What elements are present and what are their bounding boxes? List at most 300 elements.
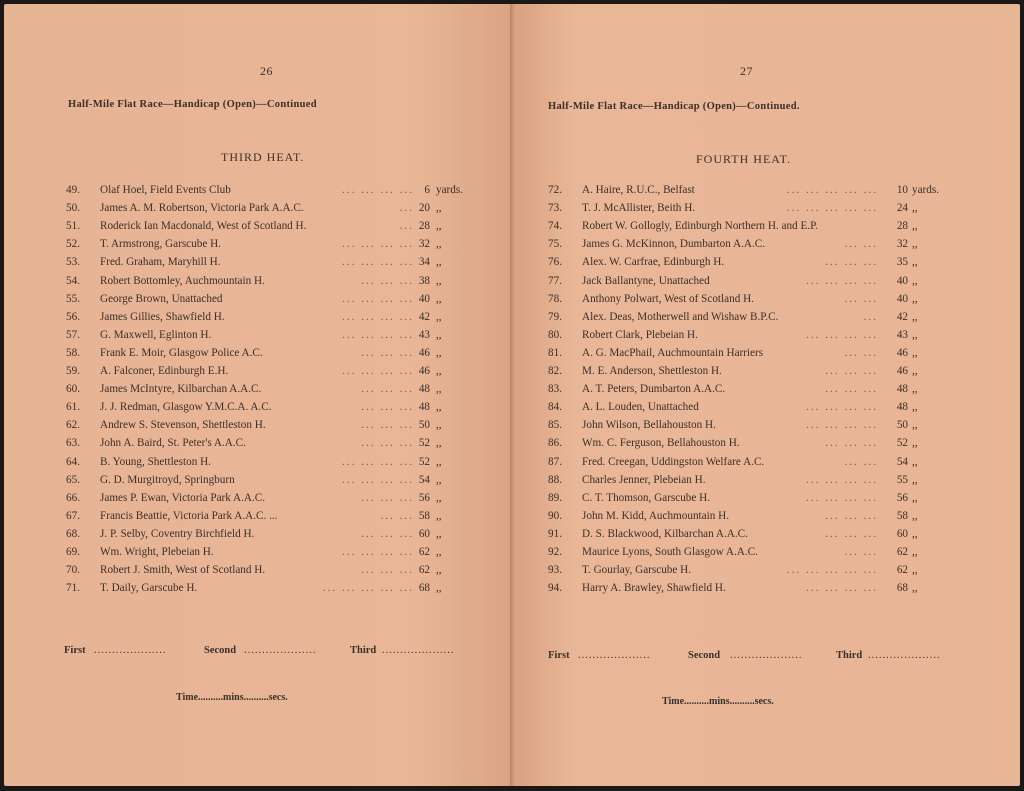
entry-row xyxy=(548,510,988,528)
yards-unit: ,, xyxy=(912,346,918,359)
handicap-yards: 6 xyxy=(424,184,430,196)
running-head: Half-Mile Flat Race—Handicap (Open)—Continued. xyxy=(548,101,800,112)
yards-unit: ,, xyxy=(912,546,918,558)
leader-dots: ... ... ... xyxy=(361,564,414,577)
handicap-yards: 46 xyxy=(418,346,430,359)
running-head: Half-Mile Flat Race—Handicap (Open)—Continued xyxy=(68,99,317,110)
yards-unit: ,, xyxy=(912,202,918,215)
first-label: First xyxy=(548,650,570,661)
handicap-yards: 46 xyxy=(896,346,908,359)
yards-unit: ,, xyxy=(912,491,918,504)
entry-number: 51. xyxy=(66,220,80,233)
leader-dots: ... xyxy=(399,220,414,233)
entry-row xyxy=(548,419,988,437)
entry-row xyxy=(66,293,476,311)
yards-unit: ,, xyxy=(436,220,442,233)
entry-number: 79. xyxy=(548,310,562,323)
handicap-yards: 28 xyxy=(896,220,908,233)
handicap-yards: 43 xyxy=(896,328,908,341)
entry-number: 68. xyxy=(66,527,80,540)
entry-number: 65. xyxy=(66,473,80,486)
page-number: 26 xyxy=(260,64,273,78)
entry-number: 77. xyxy=(548,274,562,287)
entry-name: Andrew S. Stevenson, Shettleston H. xyxy=(100,419,266,432)
entry-name: James G. McKinnon, Dumbarton A.A.C. xyxy=(582,238,766,251)
entry-row xyxy=(548,383,988,401)
yards-unit: ,, xyxy=(436,383,442,396)
entry-row xyxy=(548,528,988,546)
third-blank: .................... xyxy=(868,650,941,661)
entry-name: T. J. McAllister, Beith H. xyxy=(582,202,696,215)
entry-number: 53. xyxy=(66,256,80,269)
yards-unit: ,, xyxy=(436,365,442,377)
first-blank: .................... xyxy=(94,645,167,656)
entry-row xyxy=(66,256,476,274)
yards-unit: ,, xyxy=(436,419,442,432)
handicap-yards: 58 xyxy=(896,509,908,522)
handicap-yards: 62 xyxy=(418,564,430,577)
entry-number: 81. xyxy=(548,346,562,359)
yards-unit: ,, xyxy=(912,274,918,287)
leader-dots: ... ... ... xyxy=(825,509,878,522)
leader-dots: ... xyxy=(399,202,414,215)
entry-row xyxy=(66,564,476,582)
entry-number: 88. xyxy=(548,473,562,486)
entry-row xyxy=(66,401,476,419)
entry-row xyxy=(548,184,988,202)
entry-number: 57. xyxy=(66,328,80,341)
entry-name: J. J. Redman, Glasgow Y.M.C.A. A.C. xyxy=(100,401,272,414)
handicap-yards: 62 xyxy=(896,546,908,558)
entry-number: 92. xyxy=(548,546,562,558)
entry-row xyxy=(66,546,476,564)
leader-dots: ... ... ... ... xyxy=(806,274,878,287)
leader-dots: ... ... ... xyxy=(361,419,414,432)
yards-unit: yards. xyxy=(436,184,464,196)
handicap-yards: 28 xyxy=(418,220,430,233)
entry-name: John M. Kidd, Auchmountain H. xyxy=(582,509,729,522)
entry-number: 76. xyxy=(548,256,562,269)
entry-name: James P. Ewan, Victoria Park A.A.C. xyxy=(100,491,266,504)
yards-unit: ,, xyxy=(436,328,442,341)
handicap-yards: 32 xyxy=(896,238,908,251)
entry-row xyxy=(66,365,476,383)
yards-unit: ,, xyxy=(912,310,918,323)
leader-dots: ... ... ... ... xyxy=(806,328,878,341)
entry-number: 59. xyxy=(66,365,80,377)
handicap-yards: 68 xyxy=(896,582,908,595)
handicap-yards: 40 xyxy=(896,274,908,287)
entry-number: 74. xyxy=(548,220,562,233)
entry-number: 93. xyxy=(548,564,562,577)
handicap-yards: 50 xyxy=(896,419,908,432)
yards-unit: ,, xyxy=(912,455,918,468)
entry-name: Maurice Lyons, South Glasgow A.A.C. xyxy=(582,546,758,558)
entry-name: A. L. Louden, Unattached xyxy=(582,401,699,414)
yards-unit: ,, xyxy=(436,455,442,468)
entry-name: T. Armstrong, Garscube H. xyxy=(100,238,221,251)
entry-name: T. Daily, Garscube H. xyxy=(100,582,198,595)
leader-dots: ... ... ... xyxy=(361,491,414,504)
handicap-yards: 62 xyxy=(418,546,430,558)
handicap-yards: 68 xyxy=(418,582,430,595)
handicap-yards: 60 xyxy=(896,527,908,540)
yards-unit: ,, xyxy=(912,238,918,251)
entry-name: Wm. C. Ferguson, Bellahouston H. xyxy=(582,437,740,450)
yards-unit: ,, xyxy=(912,292,918,305)
leader-dots: ... ... xyxy=(844,346,878,359)
handicap-yards: 48 xyxy=(418,383,430,396)
yards-unit: ,, xyxy=(912,437,918,450)
heat-title: FOURTH HEAT. xyxy=(696,152,792,166)
yards-unit: ,, xyxy=(436,491,442,504)
entry-row xyxy=(66,474,476,492)
handicap-yards: 20 xyxy=(418,202,430,215)
entry-name: Frank E. Moir, Glasgow Police A.C. xyxy=(100,346,263,359)
leader-dots: ... ... ... ... xyxy=(806,401,878,414)
placings-line xyxy=(548,650,988,664)
handicap-yards: 54 xyxy=(896,455,908,468)
leader-dots: ... ... ... ... ... xyxy=(786,564,878,577)
entry-name: Robert W. Gollogly, Edinburgh Northern H. and E.P. xyxy=(582,220,818,233)
leader-dots: ... ... ... xyxy=(825,527,878,540)
third-label: Third xyxy=(836,650,863,661)
yards-unit: ,, xyxy=(436,238,442,251)
entry-name: T. Gourlay, Garscube H. xyxy=(582,564,692,577)
leader-dots: ... ... ... ... xyxy=(342,238,414,251)
entry-name: A. Haire, R.U.C., Belfast xyxy=(582,184,695,196)
handicap-yards: 38 xyxy=(418,274,430,287)
entry-row xyxy=(548,329,988,347)
leader-dots: ... ... ... ... xyxy=(342,328,414,341)
entry-number: 61. xyxy=(66,401,80,414)
yards-unit: ,, xyxy=(436,256,442,269)
yards-unit: ,, xyxy=(912,419,918,432)
entry-name: Fred. Graham, Maryhill H. xyxy=(100,256,221,269)
entry-row xyxy=(66,347,476,365)
leader-dots: ... ... ... ... xyxy=(342,455,414,468)
entry-name: B. Young, Shettleston H. xyxy=(100,455,211,468)
time-line: Time..........mins..........secs. xyxy=(176,692,288,703)
entry-number: 62. xyxy=(66,419,80,432)
entry-number: 60. xyxy=(66,383,80,396)
entry-list xyxy=(548,184,988,604)
yards-unit: ,, xyxy=(912,564,918,577)
first-label: First xyxy=(64,645,86,656)
handicap-yards: 56 xyxy=(418,491,430,504)
leader-dots: ... ... ... xyxy=(825,365,878,377)
handicap-yards: 40 xyxy=(418,292,430,305)
third-label: Third xyxy=(350,645,377,656)
handicap-yards: 42 xyxy=(418,310,430,323)
leader-dots: ... ... ... ... ... xyxy=(786,202,878,215)
handicap-yards: 52 xyxy=(418,455,430,468)
entry-number: 70. xyxy=(66,564,80,577)
entry-number: 78. xyxy=(548,292,562,305)
entry-row xyxy=(548,546,988,564)
entry-row xyxy=(66,437,476,455)
entry-name: D. S. Blackwood, Kilbarchan A.A.C. xyxy=(582,527,748,540)
entry-number: 49. xyxy=(66,184,80,196)
entry-number: 87. xyxy=(548,455,562,468)
entry-name: Fred. Creegan, Uddingston Welfare A.C. xyxy=(582,455,765,468)
entry-number: 66. xyxy=(66,491,80,504)
second-blank: .................... xyxy=(244,645,317,656)
entry-number: 73. xyxy=(548,202,562,215)
handicap-yards: 58 xyxy=(418,509,430,522)
entry-row xyxy=(66,220,476,238)
handicap-yards: 52 xyxy=(418,437,430,450)
handicap-yards: 48 xyxy=(896,401,908,414)
entry-row xyxy=(548,474,988,492)
handicap-yards: 46 xyxy=(896,365,908,377)
entry-number: 69. xyxy=(66,546,80,558)
entry-row xyxy=(548,365,988,383)
leader-dots: ... ... ... xyxy=(361,383,414,396)
leader-dots: ... ... ... xyxy=(825,437,878,450)
leader-dots: ... ... ... ... xyxy=(806,419,878,432)
leader-dots: ... ... ... ... ... xyxy=(322,582,414,595)
entry-row xyxy=(66,311,476,329)
entry-number: 64. xyxy=(66,455,80,468)
entry-name: Robert J. Smith, West of Scotland H. xyxy=(100,564,266,577)
entry-name: James A. M. Robertson, Victoria Park A.A.C. xyxy=(100,202,304,215)
entry-row xyxy=(66,419,476,437)
entry-row xyxy=(548,311,988,329)
entry-name: Alex. Deas, Motherwell and Wishaw B.P.C. xyxy=(582,310,779,323)
entry-name: James Gillies, Shawfield H. xyxy=(100,310,225,323)
leader-dots: ... ... ... xyxy=(825,256,878,269)
yards-unit: ,, xyxy=(436,202,442,215)
leader-dots: ... ... xyxy=(844,455,878,468)
leader-dots: ... ... ... ... xyxy=(806,582,878,595)
entry-number: 72. xyxy=(548,184,562,196)
second-blank: .................... xyxy=(730,650,803,661)
right-page xyxy=(514,4,1020,786)
handicap-yards: 35 xyxy=(896,256,908,269)
entry-row xyxy=(548,275,988,293)
handicap-yards: 10 xyxy=(896,184,908,196)
yards-unit: ,, xyxy=(912,383,918,396)
yards-unit: ,, xyxy=(436,346,442,359)
entry-row xyxy=(66,202,476,220)
yards-unit: ,, xyxy=(436,437,442,450)
entry-name: John Wilson, Bellahouston H. xyxy=(582,419,716,432)
entry-name: Charles Jenner, Plebeian H. xyxy=(582,473,706,486)
leader-dots: ... ... ... ... xyxy=(342,365,414,377)
leader-dots: ... ... ... ... xyxy=(342,546,414,558)
entry-number: 84. xyxy=(548,401,562,414)
handicap-yards: 50 xyxy=(418,419,430,432)
entry-number: 71. xyxy=(66,582,80,595)
entry-row xyxy=(66,238,476,256)
entry-number: 89. xyxy=(548,491,562,504)
yards-unit: ,, xyxy=(436,401,442,414)
yards-unit: ,, xyxy=(436,473,442,486)
entry-number: 55. xyxy=(66,292,80,305)
entry-row xyxy=(548,202,988,220)
yards-unit: ,, xyxy=(912,256,918,269)
entry-row xyxy=(66,383,476,401)
entry-number: 63. xyxy=(66,437,80,450)
yards-unit: ,, xyxy=(436,582,442,595)
entry-number: 54. xyxy=(66,274,80,287)
entry-number: 91. xyxy=(548,527,562,540)
handicap-yards: 32 xyxy=(418,238,430,251)
entry-row xyxy=(66,184,476,202)
leader-dots: ... ... ... xyxy=(361,274,414,287)
entry-number: 75. xyxy=(548,238,562,251)
entry-number: 58. xyxy=(66,346,80,359)
entry-row xyxy=(66,275,476,293)
entry-name: A. T. Peters, Dumbarton A.A.C. xyxy=(582,383,726,396)
entry-name: James McIntyre, Kilbarchan A.A.C. xyxy=(100,383,262,396)
entry-row xyxy=(66,456,476,474)
entry-name: Jack Ballantyne, Unattached xyxy=(582,274,710,287)
entry-row xyxy=(548,238,988,256)
yards-unit: ,, xyxy=(912,365,918,377)
yards-unit: ,, xyxy=(436,274,442,287)
entry-name: J. P. Selby, Coventry Birchfield H. xyxy=(100,527,255,540)
handicap-yards: 56 xyxy=(896,491,908,504)
entry-name: G. D. Murgitroyd, Springburn xyxy=(100,473,235,486)
second-label: Second xyxy=(688,650,721,661)
leader-dots: ... ... ... ... xyxy=(342,473,414,486)
entry-name: Francis Beattie, Victoria Park A.A.C. ... xyxy=(100,509,278,522)
leader-dots: ... ... xyxy=(844,238,878,251)
handicap-yards: 40 xyxy=(896,292,908,305)
entry-name: Harry A. Brawley, Shawfield H. xyxy=(582,582,726,595)
entry-row xyxy=(548,437,988,455)
entry-row xyxy=(548,582,988,600)
page-number: 27 xyxy=(740,64,753,78)
handicap-yards: 48 xyxy=(896,383,908,396)
entry-row xyxy=(548,347,988,365)
entry-number: 94. xyxy=(548,582,562,595)
entry-row xyxy=(548,293,988,311)
leader-dots: ... ... ... xyxy=(361,346,414,359)
leader-dots: ... ... ... xyxy=(361,527,414,540)
yards-unit: ,, xyxy=(436,527,442,540)
entry-name: Roderick Ian Macdonald, West of Scotland H. xyxy=(100,220,307,233)
leader-dots: ... ... ... ... xyxy=(342,310,414,323)
yards-unit: ,, xyxy=(436,310,442,323)
yards-unit: ,, xyxy=(912,473,918,486)
time-line: Time..........mins..........secs. xyxy=(662,696,774,707)
entry-number: 67. xyxy=(66,509,80,522)
entry-list xyxy=(66,184,486,604)
yards-unit: ,, xyxy=(912,328,918,341)
entry-row xyxy=(548,564,988,582)
yards-unit: ,, xyxy=(436,564,442,577)
yards-unit: ,, xyxy=(436,292,442,305)
entry-name: Wm. Wright, Plebeian H. xyxy=(100,546,214,558)
entry-number: 83. xyxy=(548,383,562,396)
handicap-yards: 46 xyxy=(418,365,430,377)
entry-name: Alex. W. Carfrae, Edinburgh H. xyxy=(582,256,725,269)
handicap-yards: 60 xyxy=(418,527,430,540)
yards-unit: ,, xyxy=(912,401,918,414)
entry-name: Olaf Hoel, Field Events Club xyxy=(100,184,231,196)
second-label: Second xyxy=(204,645,237,656)
heat-title: THIRD HEAT. xyxy=(221,150,305,164)
handicap-yards: 55 xyxy=(896,473,908,486)
entry-row xyxy=(66,510,476,528)
entry-row xyxy=(548,256,988,274)
entry-number: 85. xyxy=(548,419,562,432)
leader-dots: ... ... xyxy=(380,509,414,522)
entry-name: George Brown, Unattached xyxy=(100,292,223,305)
entry-row xyxy=(66,582,476,600)
entry-name: Anthony Polwart, West of Scotland H. xyxy=(582,292,754,305)
entry-row xyxy=(548,492,988,510)
entry-number: 52. xyxy=(66,238,80,251)
leader-dots: ... ... ... ... xyxy=(806,491,878,504)
yards-unit: ,, xyxy=(912,220,918,233)
entry-row xyxy=(548,456,988,474)
yards-unit: ,, xyxy=(436,509,442,522)
leader-dots: ... xyxy=(863,310,878,323)
leader-dots: ... ... ... ... xyxy=(342,292,414,305)
leader-dots: ... ... ... ... ... xyxy=(786,184,878,196)
entry-number: 50. xyxy=(66,202,80,215)
leader-dots: ... ... xyxy=(844,546,878,558)
yards-unit: ,, xyxy=(912,527,918,540)
placings-line xyxy=(64,645,484,659)
handicap-yards: 48 xyxy=(418,401,430,414)
leader-dots: ... ... xyxy=(844,292,878,305)
entry-name: M. E. Anderson, Shettleston H. xyxy=(582,365,722,377)
entry-number: 80. xyxy=(548,328,562,341)
entry-name: John A. Baird, St. Peter's A.A.C. xyxy=(100,437,246,450)
entry-name: G. Maxwell, Eglinton H. xyxy=(100,328,212,341)
handicap-yards: 43 xyxy=(418,328,430,341)
leader-dots: ... ... ... xyxy=(825,383,878,396)
third-blank: .................... xyxy=(382,645,455,656)
entry-row xyxy=(66,492,476,510)
first-blank: .................... xyxy=(578,650,651,661)
yards-unit: ,, xyxy=(912,509,918,522)
handicap-yards: 54 xyxy=(418,473,430,486)
entry-row xyxy=(66,528,476,546)
entry-name: C. T. Thomson, Garscube H. xyxy=(582,491,711,504)
yards-unit: ,, xyxy=(912,582,918,595)
leader-dots: ... ... ... xyxy=(361,401,414,414)
handicap-yards: 24 xyxy=(896,202,908,215)
entry-number: 82. xyxy=(548,365,562,377)
leader-dots: ... ... ... ... xyxy=(342,256,414,269)
entry-name: A. G. MacPhail, Auchmountain Harriers xyxy=(582,346,764,359)
entry-number: 86. xyxy=(548,437,562,450)
entry-number: 90. xyxy=(548,509,562,522)
handicap-yards: 52 xyxy=(896,437,908,450)
handicap-yards: 34 xyxy=(418,256,430,269)
entry-row xyxy=(66,329,476,347)
leader-dots: ... ... ... ... xyxy=(806,473,878,486)
left-page xyxy=(4,4,512,786)
entry-row xyxy=(548,220,988,238)
entry-name: A. Falconer, Edinburgh E.H. xyxy=(100,365,229,377)
yards-unit: ,, xyxy=(436,546,442,558)
yards-unit: yards. xyxy=(912,184,940,196)
handicap-yards: 62 xyxy=(896,564,908,577)
entry-name: Robert Bottomley, Auchmountain H. xyxy=(100,274,265,287)
leader-dots: ... ... ... ... xyxy=(342,184,414,196)
entry-name: Robert Clark, Plebeian H. xyxy=(582,328,698,341)
handicap-yards: 42 xyxy=(896,310,908,323)
entry-number: 56. xyxy=(66,310,80,323)
entry-row xyxy=(548,401,988,419)
